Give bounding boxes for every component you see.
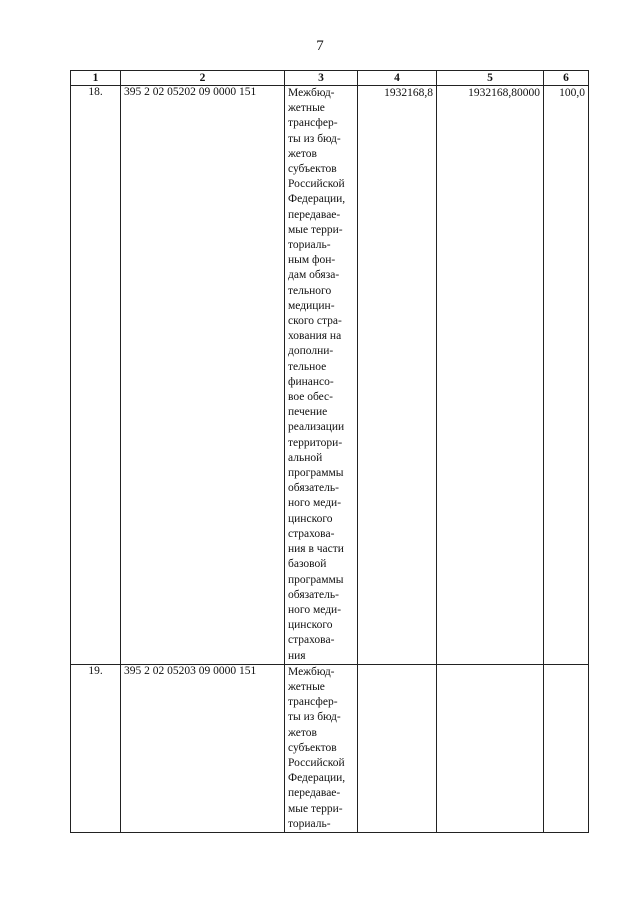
description-line: субъектов [288, 741, 337, 754]
budget-code: 395 2 02 05203 09 0000 151 [121, 664, 285, 832]
row-description [285, 86, 358, 665]
value-col-5 [437, 664, 544, 832]
description-line: ты из бюд- [288, 132, 341, 145]
description-line: передавае- [288, 208, 341, 221]
description-line: базовой [288, 558, 327, 571]
budget-table [70, 70, 589, 833]
page-number: 7 [316, 38, 324, 54]
budget-code: 395 2 02 05202 09 0000 151 [121, 86, 285, 665]
description-line: жетные [288, 680, 325, 693]
header-row [71, 71, 589, 86]
description-line: ты из бюд- [288, 711, 341, 724]
header-col-6: 6 [544, 71, 589, 86]
description-line: хования на [288, 330, 342, 343]
table-row [71, 86, 589, 665]
value-col-4: 1932168,8 [358, 86, 437, 665]
description-line: Федерации, [288, 772, 346, 785]
description-line: Межбюд- [288, 665, 335, 678]
description-line: программы [288, 573, 344, 586]
header-col-3: 3 [285, 71, 358, 86]
description-line: ного меди- [288, 497, 342, 510]
description-line: дам обяза- [288, 269, 340, 282]
description-line: ния [288, 649, 306, 662]
description-line: печение [288, 406, 328, 419]
description-line: тельного [288, 284, 332, 297]
description-line: трансфер- [288, 696, 338, 709]
description-line: Межбюд- [288, 87, 335, 99]
table-row [71, 664, 589, 832]
description-line: жетов [288, 726, 317, 739]
header-col-1: 1 [71, 71, 121, 86]
description-line: мые терри- [288, 802, 343, 815]
description-line: жетные [288, 102, 325, 115]
header-col-4: 4 [358, 71, 437, 86]
description-line: медицин- [288, 299, 335, 312]
description-line: финансо- [288, 375, 334, 388]
header-col-5: 5 [437, 71, 544, 86]
description-line: программы [288, 467, 344, 480]
description-line: цинского [288, 512, 333, 525]
row-number: 18. [71, 86, 121, 665]
description-line: цинского [288, 619, 333, 632]
description-line: страхова- [288, 527, 335, 540]
description-line: ным фон- [288, 254, 336, 267]
row-number: 19. [71, 664, 121, 832]
description-line: альной [288, 451, 323, 464]
description-line: реализации [288, 421, 345, 434]
description-line: тельное [288, 360, 327, 373]
value-col-6: 100,0 [544, 86, 589, 665]
description-line: обязатель- [288, 482, 339, 495]
description-line: ния в части [288, 543, 344, 556]
header-col-2: 2 [121, 71, 285, 86]
description-line: ториаль- [288, 817, 331, 830]
description-line: ного меди- [288, 603, 342, 616]
description-line: обязатель- [288, 588, 339, 601]
description-line: вое обес- [288, 391, 333, 404]
value-col-5: 1932168,80000 [437, 86, 544, 665]
description-line: трансфер- [288, 117, 338, 130]
value-col-4 [358, 664, 437, 832]
description-line: мые терри- [288, 223, 343, 236]
description-line: субъектов [288, 163, 337, 176]
description-line: жетов [288, 147, 317, 160]
description-line: ториаль- [288, 239, 331, 252]
description-line: Российской [288, 756, 345, 769]
description-line: ского стра- [288, 315, 342, 328]
description-line: дополни- [288, 345, 334, 358]
value-col-6 [544, 664, 589, 832]
description-line: страхова- [288, 634, 335, 647]
description-line: Российской [288, 178, 345, 191]
row-description [285, 664, 358, 832]
description-line: Федерации, [288, 193, 346, 206]
description-line: передавае- [288, 787, 341, 800]
description-line: территори- [288, 436, 343, 449]
